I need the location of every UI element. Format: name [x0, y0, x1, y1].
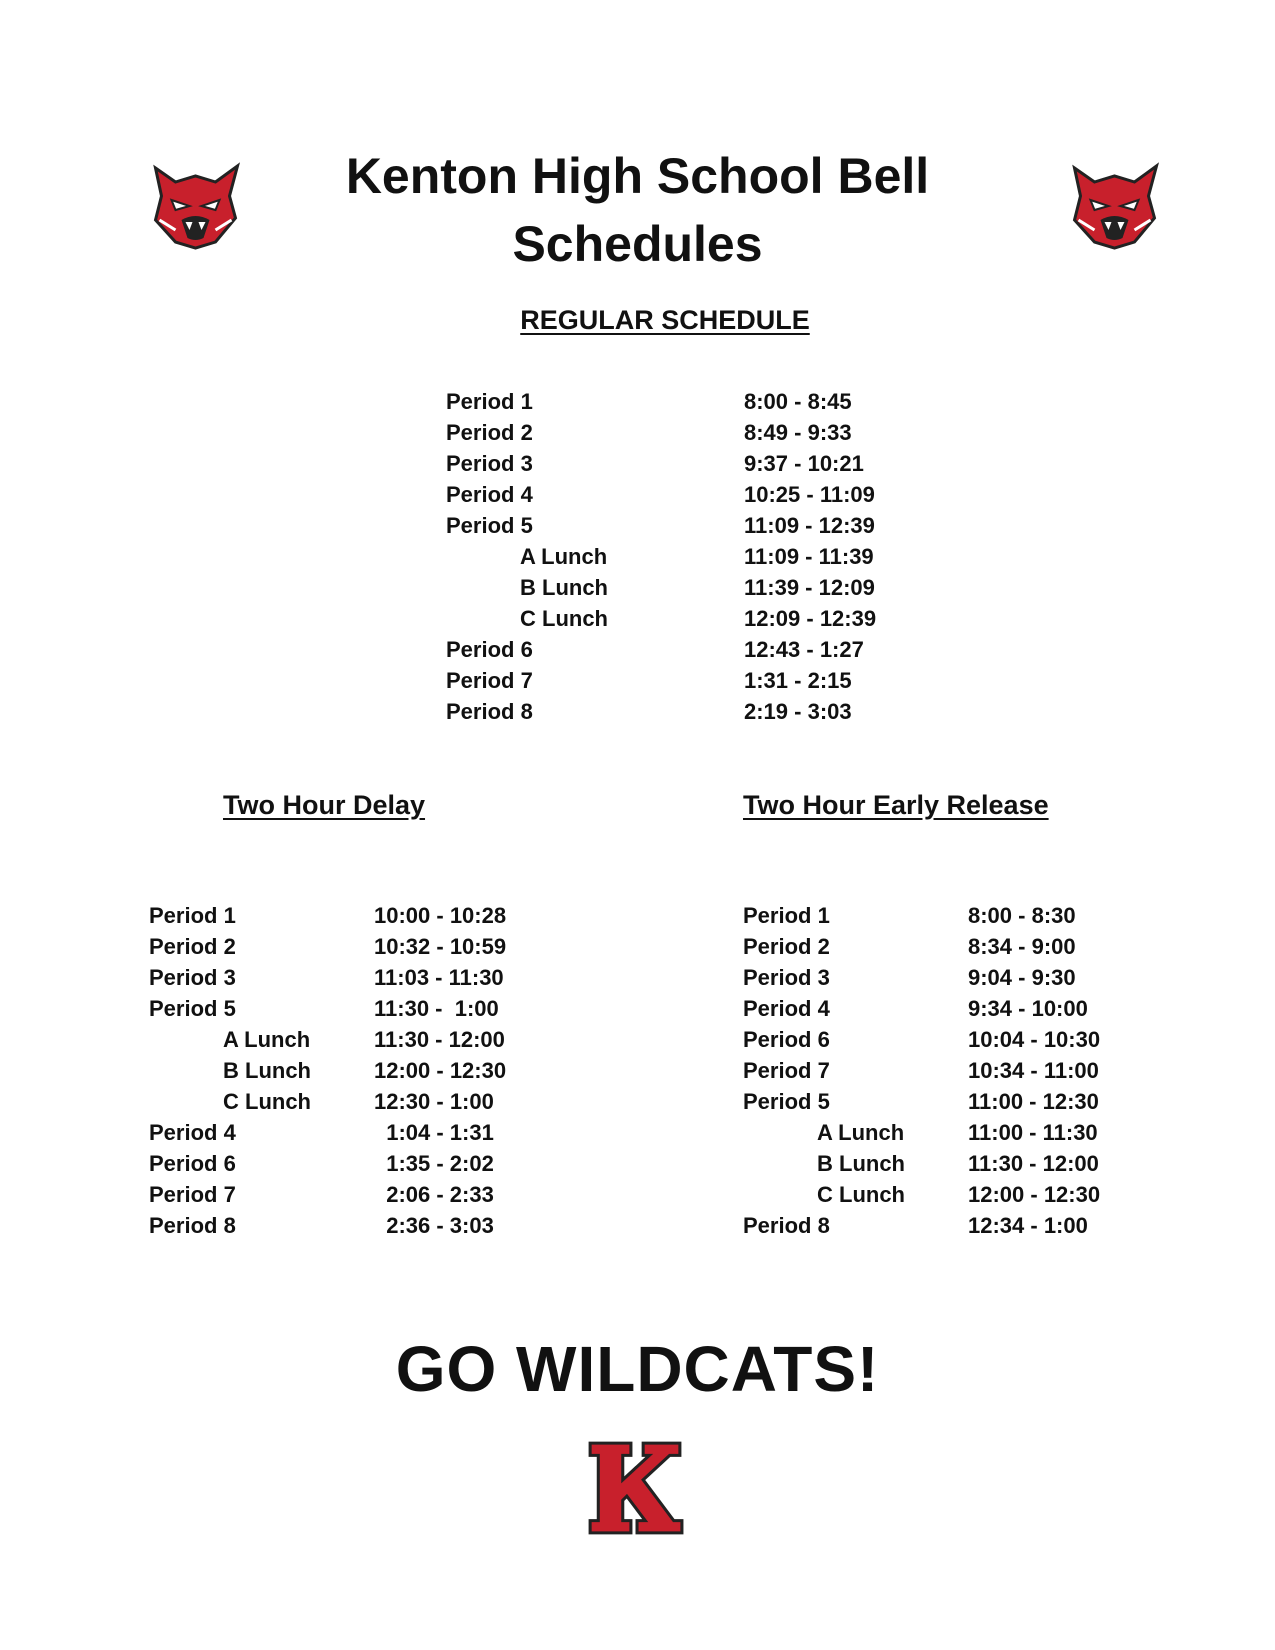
period-row [446, 386, 946, 417]
period-row [149, 1148, 569, 1179]
period-time: 8:00 - 8:45 [744, 389, 852, 414]
period-row [743, 993, 1163, 1024]
period-row [743, 931, 1163, 962]
lunch-row [743, 1117, 1163, 1148]
two-hour-delay-heading: Two Hour Delay [223, 790, 426, 820]
period-time: 1:04 - 1:31 [374, 1120, 494, 1145]
two-hour-early-release-list [743, 900, 1163, 1241]
period-time: 8:34 - 9:00 [968, 934, 1076, 959]
period-time: 11:30 - 1:00 [374, 996, 499, 1021]
period-label: Period 4 [743, 996, 830, 1021]
period-time: 8:49 - 9:33 [744, 420, 852, 445]
period-label: Period 7 [149, 1182, 236, 1207]
period-label: Period 5 [743, 1089, 830, 1114]
lunch-row [149, 1086, 569, 1117]
period-time: 11:03 - 11:30 [374, 965, 504, 990]
period-time: 11:39 - 12:09 [744, 575, 875, 600]
period-label: Period 1 [149, 903, 236, 928]
period-row [446, 510, 946, 541]
period-label: Period 8 [743, 1213, 830, 1238]
period-row [149, 993, 569, 1024]
period-label: Period 2 [446, 420, 533, 445]
period-label: Period 5 [446, 513, 533, 538]
period-row [149, 1179, 569, 1210]
period-label: C Lunch [223, 1089, 311, 1114]
period-label: Period 5 [149, 996, 236, 1021]
period-label: Period 6 [743, 1027, 830, 1052]
lunch-row [149, 1055, 569, 1086]
period-label: Period 3 [743, 965, 830, 990]
lunch-row [743, 1148, 1163, 1179]
period-label: A Lunch [520, 544, 608, 569]
period-time: 9:34 - 10:00 [968, 996, 1088, 1021]
period-time: 2:36 - 3:03 [374, 1213, 494, 1238]
period-label: Period 8 [149, 1213, 236, 1238]
period-label: Period 6 [149, 1151, 236, 1176]
period-label: A Lunch [817, 1120, 905, 1145]
period-row [149, 1210, 569, 1241]
period-time: 8:00 - 8:30 [968, 903, 1076, 928]
lunch-row [446, 603, 946, 634]
period-time: 11:00 - 11:30 [968, 1120, 1098, 1145]
period-time: 12:30 - 1:00 [374, 1089, 494, 1114]
period-label: Period 7 [446, 668, 533, 693]
period-time: 10:32 - 10:59 [374, 934, 507, 959]
period-row [446, 417, 946, 448]
lunch-row [446, 541, 946, 572]
period-row [149, 900, 569, 931]
period-time: 12:43 - 1:27 [744, 637, 864, 662]
period-label: B Lunch [520, 575, 608, 600]
period-row [743, 1086, 1163, 1117]
period-label: Period 1 [743, 903, 830, 928]
two-hour-delay-list [149, 900, 569, 1241]
period-time: 10:04 - 10:30 [968, 1027, 1101, 1052]
period-time: 1:31 - 2:15 [744, 668, 852, 693]
period-label: A Lunch [223, 1027, 311, 1052]
period-label: Period 3 [149, 965, 236, 990]
regular-schedule-heading: REGULAR SCHEDULE [520, 305, 810, 335]
period-label: Period 4 [446, 482, 533, 507]
period-time: 11:00 - 12:30 [968, 1089, 1099, 1114]
period-label: B Lunch [817, 1151, 905, 1176]
period-time: 11:09 - 12:39 [744, 513, 875, 538]
period-row [743, 1024, 1163, 1055]
period-time: 9:04 - 9:30 [968, 965, 1076, 990]
period-time: 1:35 - 2:02 [374, 1151, 494, 1176]
period-time: 11:30 - 12:00 [968, 1151, 1099, 1176]
period-time: 11:09 - 11:39 [744, 544, 874, 569]
period-time: 12:00 - 12:30 [968, 1182, 1101, 1207]
go-wildcats-slogan: GO WILDCATS! [395, 1333, 880, 1405]
period-label: C Lunch [520, 606, 608, 631]
period-row [743, 962, 1163, 993]
period-row [149, 931, 569, 962]
period-row [149, 962, 569, 993]
period-label: Period 3 [446, 451, 533, 476]
two-hour-early-release-heading: Two Hour Early Release [743, 790, 1049, 820]
period-label: Period 8 [446, 699, 533, 724]
lunch-row [743, 1179, 1163, 1210]
lunch-row [149, 1024, 569, 1055]
period-row [743, 1210, 1163, 1241]
period-time: 12:09 - 12:39 [744, 606, 877, 631]
period-time: 2:06 - 2:33 [374, 1182, 494, 1207]
period-time: 9:37 - 10:21 [744, 451, 864, 476]
lunch-row [446, 572, 946, 603]
period-time: 12:34 - 1:00 [968, 1213, 1088, 1238]
period-row [149, 1117, 569, 1148]
period-label: Period 2 [743, 934, 830, 959]
period-label: B Lunch [223, 1058, 311, 1083]
period-time: 10:34 - 11:00 [968, 1058, 1099, 1083]
period-label: Period 2 [149, 934, 236, 959]
period-label: C Lunch [817, 1182, 905, 1207]
period-time: 12:00 - 12:30 [374, 1058, 507, 1083]
title-line-2: Schedules [512, 216, 763, 272]
period-time: 2:19 - 3:03 [744, 699, 852, 724]
period-time: 10:00 - 10:28 [374, 903, 507, 928]
period-label: Period 4 [149, 1120, 236, 1145]
period-row [446, 448, 946, 479]
period-time: 10:25 - 11:09 [744, 482, 875, 507]
period-row [446, 665, 946, 696]
period-label: Period 7 [743, 1058, 830, 1083]
period-row [446, 479, 946, 510]
period-label: Period 6 [446, 637, 533, 662]
period-row [743, 900, 1163, 931]
period-row [446, 634, 946, 665]
period-time: 11:30 - 12:00 [374, 1027, 505, 1052]
title-line-1: Kenton High School Bell [345, 148, 930, 204]
period-label: Period 1 [446, 389, 533, 414]
k-letter-logo-icon [583, 1437, 687, 1539]
page-title [0, 142, 1275, 278]
period-row [743, 1055, 1163, 1086]
regular-schedule-list [446, 386, 946, 727]
period-row [446, 696, 946, 727]
